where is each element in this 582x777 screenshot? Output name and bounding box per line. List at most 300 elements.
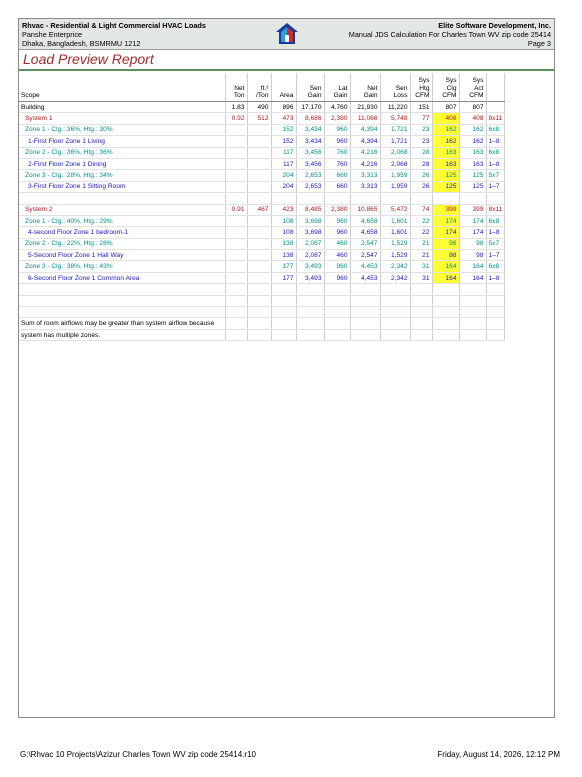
cell-sen-gain: 3,493: [296, 261, 324, 272]
cell-sen-loss: [380, 284, 410, 295]
cell-sys-clg-cfm: 174: [432, 215, 459, 226]
column-header-line: Lat: [338, 84, 348, 92]
cell-net-gain: 11,066: [350, 113, 380, 124]
cell-net-ton: [225, 250, 247, 261]
page-number: Page 3: [527, 39, 551, 48]
cell-scope: Zone 2 - Clg.: 36%, Htg.: 36%: [19, 147, 225, 158]
app-title: Rhvac - Residential & Light Commercial HVAC Loads: [22, 21, 206, 30]
column-header-lat-gain: [324, 73, 350, 102]
note-spacer-cell: [296, 318, 324, 329]
cell-sen-loss: 2,342: [380, 272, 410, 283]
cell-area: 117: [271, 147, 296, 158]
column-header-line: ft.²: [260, 84, 269, 92]
cell-sys-htg-cfm: 151: [410, 102, 432, 113]
cell-scope: 2-First Floor Zone 1 Dining: [19, 158, 225, 169]
report-title: Load Preview Report: [23, 51, 154, 67]
note-spacer-cell: [486, 318, 505, 329]
cell-net-ton: [225, 272, 247, 283]
cell-net-gain: 3,313: [350, 170, 380, 181]
title-divider: [19, 69, 554, 71]
cell-scope: [19, 295, 225, 306]
cell-net-gain: 4,216: [350, 158, 380, 169]
cell-sen-gain: 3,434: [296, 124, 324, 135]
cell-sen-gain: 3,456: [296, 158, 324, 169]
cell-sys-clg-cfm: [432, 307, 459, 318]
cell-net-gain: 2,547: [350, 250, 380, 261]
cell-sys-clg-cfm: 125: [432, 181, 459, 192]
cell-net-ton: 0.91: [225, 204, 247, 215]
cell-sys-clg-cfm: [432, 193, 459, 204]
cell-sys-htg-cfm: [410, 295, 432, 306]
cell-area: 117: [271, 158, 296, 169]
cell-sys-clg-cfm: 162: [432, 136, 459, 147]
cell-lat-gain: 460: [324, 250, 350, 261]
cell-scope: 5-Second Floor Zone 1 Hall Way: [19, 250, 225, 261]
cell-sys-clg-cfm: 408: [432, 113, 459, 124]
cell-sys-act-cfm: 125: [459, 181, 486, 192]
cell-sys-clg-cfm: 163: [432, 147, 459, 158]
cell-sys-htg-cfm: 23: [410, 136, 432, 147]
column-header-sen-loss: [380, 73, 410, 102]
table-row-blank: [19, 284, 505, 295]
cell-sen-gain: 3,434: [296, 136, 324, 147]
cell-sys-clg-cfm: 164: [432, 261, 459, 272]
cell-sen-gain: [296, 295, 324, 306]
cell-sen-gain: 8,485: [296, 204, 324, 215]
cell-ft2-ton: [247, 284, 271, 295]
table-row-system: [19, 204, 505, 215]
cell-lat-gain: 960: [324, 215, 350, 226]
cell-net-ton: 0.92: [225, 113, 247, 124]
house-logo-icon: [275, 22, 299, 46]
cell-sen-gain: 17,170: [296, 102, 324, 113]
note-spacer-cell: [247, 318, 271, 329]
cell-duct: 6x8: [486, 147, 505, 158]
table-row-zone: [19, 124, 505, 135]
cell-scope: Zone 2 - Clg.: 22%, Htg.: 28%: [19, 238, 225, 249]
note-spacer-cell: [486, 329, 505, 340]
cell-scope: Zone 3 - Clg.: 28%, Htg.: 34%: [19, 170, 225, 181]
cell-sys-clg-cfm: [432, 284, 459, 295]
cell-duct: 6x8: [486, 261, 505, 272]
cell-net-gain: 10,865: [350, 204, 380, 215]
cell-sys-act-cfm: 807: [459, 102, 486, 113]
company-location: Dhaka, Bangladesh, BSMRMU 1212: [22, 39, 141, 48]
cell-sys-act-cfm: 174: [459, 215, 486, 226]
cell-sys-clg-cfm: 98: [432, 250, 459, 261]
cell-net-gain: 4,394: [350, 136, 380, 147]
cell-sys-act-cfm: 399: [459, 204, 486, 215]
column-header-line: Gain: [333, 92, 348, 100]
table-row-zone: [19, 147, 505, 158]
column-header-line: Net: [367, 84, 378, 92]
cell-area: 177: [271, 272, 296, 283]
note-spacer-cell: [410, 318, 432, 329]
cell-sys-act-cfm: [459, 284, 486, 295]
cell-lat-gain: [324, 307, 350, 318]
cell-sys-clg-cfm: 399: [432, 204, 459, 215]
cell-sys-htg-cfm: 74: [410, 204, 432, 215]
cell-ft2-ton: [247, 272, 271, 283]
table-row-blank: [19, 295, 505, 306]
cell-ft2-ton: [247, 261, 271, 272]
cell-net-gain: [350, 307, 380, 318]
column-header-area: [271, 73, 296, 102]
cell-sys-act-cfm: [459, 307, 486, 318]
column-header-line: Scope: [21, 92, 40, 100]
column-header-scope: [19, 73, 225, 102]
cell-lat-gain: 960: [324, 272, 350, 283]
cell-sen-loss: 1,721: [380, 124, 410, 135]
cell-net-ton: [225, 193, 247, 204]
table-row-zone: [19, 261, 505, 272]
cell-net-ton: [225, 307, 247, 318]
cell-sen-gain: 8,686: [296, 113, 324, 124]
cell-sys-htg-cfm: 21: [410, 238, 432, 249]
cell-sen-loss: [380, 295, 410, 306]
cell-area: 108: [271, 215, 296, 226]
cell-sys-htg-cfm: 21: [410, 250, 432, 261]
cell-sys-clg-cfm: 174: [432, 227, 459, 238]
cell-ft2-ton: [247, 147, 271, 158]
column-header-line: Act: [473, 84, 484, 92]
table-row-system: [19, 113, 505, 124]
cell-net-gain: 4,453: [350, 272, 380, 283]
column-header-line: Area: [279, 92, 294, 100]
cell-net-ton: [225, 227, 247, 238]
cell-area: 138: [271, 238, 296, 249]
cell-ft2-ton: [247, 193, 271, 204]
cell-area: 177: [271, 261, 296, 272]
cell-sen-loss: [380, 193, 410, 204]
cell-net-gain: 3,313: [350, 181, 380, 192]
cell-net-gain: 21,930: [350, 102, 380, 113]
cell-sys-act-cfm: 162: [459, 124, 486, 135]
vendor-name: Elite Software Development, Inc.: [438, 21, 551, 30]
cell-ft2-ton: [247, 238, 271, 249]
cell-scope: 6-Second Floor Zone 1 Common Area: [19, 272, 225, 283]
cell-ft2-ton: [247, 307, 271, 318]
cell-sen-loss: 1,601: [380, 215, 410, 226]
cell-sys-act-cfm: 163: [459, 158, 486, 169]
note-spacer-cell: [296, 329, 324, 340]
column-header-sys-clg-cfm: [432, 73, 459, 102]
footer-timestamp: Friday, August 14, 2026, 12:12 PM: [437, 750, 560, 759]
cell-sys-htg-cfm: 26: [410, 181, 432, 192]
note-spacer-cell: [459, 329, 486, 340]
note-row: [19, 329, 505, 340]
table-body: [19, 102, 505, 341]
column-header-ft2-ton: [247, 73, 271, 102]
cell-duct: [486, 193, 505, 204]
column-header-net-ton: [225, 73, 247, 102]
cell-sen-loss: 5,748: [380, 113, 410, 124]
cell-lat-gain: 2,380: [324, 204, 350, 215]
cell-sen-loss: 5,472: [380, 204, 410, 215]
cell-net-ton: [225, 261, 247, 272]
header-right: [349, 21, 551, 48]
cell-sys-act-cfm: 163: [459, 147, 486, 158]
cell-scope: 1-First Floor Zone 1 Living: [19, 136, 225, 147]
table-row-room: [19, 158, 505, 169]
note-row: [19, 318, 505, 329]
cell-sys-htg-cfm: 31: [410, 261, 432, 272]
cell-duct: 1–8: [486, 227, 505, 238]
cell-sen-loss: 1,529: [380, 238, 410, 249]
cell-sys-htg-cfm: 26: [410, 170, 432, 181]
column-header-sys-act-cfm: [459, 73, 486, 102]
cell-duct: 8x11: [486, 113, 505, 124]
cell-sen-loss: 1,601: [380, 227, 410, 238]
column-header-line: Sen: [395, 84, 408, 92]
cell-sys-htg-cfm: 28: [410, 158, 432, 169]
cell-sen-gain: 3,456: [296, 147, 324, 158]
calc-description: Manual JDS Calculation For Charles Town WV zip code 25414: [348, 30, 551, 39]
note-spacer-cell: [380, 329, 410, 340]
note-spacer-cell: [247, 329, 271, 340]
table-row-room: [19, 181, 505, 192]
cell-net-gain: 4,658: [350, 227, 380, 238]
cell-sys-clg-cfm: 98: [432, 238, 459, 249]
note-spacer-cell: [432, 329, 459, 340]
cell-ft2-ton: 512: [247, 113, 271, 124]
cell-net-gain: [350, 295, 380, 306]
cell-sys-clg-cfm: 807: [432, 102, 459, 113]
cell-area: [271, 193, 296, 204]
cell-ft2-ton: [247, 227, 271, 238]
column-header-line: Ton: [233, 92, 245, 100]
cell-area: 138: [271, 250, 296, 261]
cell-sys-htg-cfm: [410, 193, 432, 204]
column-header-line: Sys: [418, 77, 430, 85]
cell-ft2-ton: 467: [247, 204, 271, 215]
cell-sen-loss: 1,959: [380, 170, 410, 181]
cell-lat-gain: 660: [324, 170, 350, 181]
cell-sys-clg-cfm: 125: [432, 170, 459, 181]
note-spacer-cell: [432, 318, 459, 329]
cell-net-ton: [225, 147, 247, 158]
cell-area: 204: [271, 170, 296, 181]
cell-duct: 6x8: [486, 124, 505, 135]
footer-file-path: G:\Rhvac 10 Projects\Azizur Charles Town WV zip code 25414.r10: [20, 750, 256, 759]
note-text: system has multiple zones.: [19, 329, 225, 340]
cell-lat-gain: 460: [324, 238, 350, 249]
cell-sys-act-cfm: 408: [459, 113, 486, 124]
cell-sys-act-cfm: [459, 295, 486, 306]
cell-lat-gain: [324, 284, 350, 295]
cell-sys-htg-cfm: 22: [410, 227, 432, 238]
cell-sen-loss: [380, 307, 410, 318]
cell-area: 896: [271, 102, 296, 113]
cell-lat-gain: 960: [324, 136, 350, 147]
cell-scope: Zone 1 - Clg.: 36%, Htg.: 30%: [19, 124, 225, 135]
cell-scope: [19, 284, 225, 295]
cell-net-gain: 4,658: [350, 215, 380, 226]
note-spacer-cell: [350, 318, 380, 329]
cell-sys-clg-cfm: 162: [432, 124, 459, 135]
table-row-zone: [19, 238, 505, 249]
cell-net-gain: [350, 284, 380, 295]
cell-sys-clg-cfm: 164: [432, 272, 459, 283]
cell-lat-gain: 960: [324, 261, 350, 272]
cell-duct: [486, 102, 505, 113]
cell-sys-htg-cfm: 77: [410, 113, 432, 124]
cell-net-ton: [225, 238, 247, 249]
cell-sen-gain: [296, 307, 324, 318]
cell-area: 473: [271, 113, 296, 124]
cell-ft2-ton: [247, 215, 271, 226]
column-header-line: CFM: [442, 92, 457, 100]
cell-sen-loss: 2,068: [380, 158, 410, 169]
cell-lat-gain: 960: [324, 227, 350, 238]
cell-net-gain: 2,547: [350, 238, 380, 249]
cell-duct: 1–7: [486, 250, 505, 261]
table-header-row: [19, 73, 505, 102]
cell-lat-gain: 760: [324, 158, 350, 169]
cell-duct: 6x8: [486, 215, 505, 226]
cell-sen-loss: 1,721: [380, 136, 410, 147]
note-spacer-cell: [380, 318, 410, 329]
note-spacer-cell: [324, 329, 350, 340]
cell-sys-act-cfm: 164: [459, 261, 486, 272]
cell-net-ton: [225, 170, 247, 181]
note-text: Sum of room airflows may be greater than system airflow because: [19, 318, 225, 329]
cell-scope: Zone 1 - Clg.: 40%, Htg.: 29%: [19, 215, 225, 226]
cell-net-ton: [225, 124, 247, 135]
cell-ft2-ton: [247, 295, 271, 306]
cell-ft2-ton: [247, 181, 271, 192]
cell-ft2-ton: [247, 170, 271, 181]
note-spacer-cell: [225, 329, 247, 340]
note-spacer-cell: [350, 329, 380, 340]
cell-area: 108: [271, 227, 296, 238]
cell-lat-gain: 660: [324, 181, 350, 192]
cell-sen-gain: 2,087: [296, 250, 324, 261]
column-header-line: Sys: [472, 77, 484, 85]
column-header-line: CFM: [469, 92, 484, 100]
cell-lat-gain: [324, 193, 350, 204]
cell-duct: 1–7: [486, 181, 505, 192]
table-row-room: [19, 250, 505, 261]
cell-sys-act-cfm: 164: [459, 272, 486, 283]
column-header-line: /Ton: [256, 92, 269, 100]
note-spacer-cell: [410, 329, 432, 340]
cell-sen-gain: 3,698: [296, 227, 324, 238]
cell-sys-htg-cfm: 28: [410, 147, 432, 158]
cell-net-ton: [225, 295, 247, 306]
cell-sen-gain: 3,698: [296, 215, 324, 226]
note-spacer-cell: [324, 318, 350, 329]
cell-sen-gain: 3,493: [296, 272, 324, 283]
cell-duct: [486, 307, 505, 318]
table-row-zone: [19, 170, 505, 181]
cell-sys-act-cfm: 125: [459, 170, 486, 181]
cell-duct: 8x11: [486, 204, 505, 215]
cell-net-ton: [225, 158, 247, 169]
table-row-room: [19, 136, 505, 147]
cell-lat-gain: [324, 295, 350, 306]
column-header-line: Net: [234, 84, 245, 92]
cell-sys-act-cfm: [459, 193, 486, 204]
cell-sys-act-cfm: 174: [459, 227, 486, 238]
load-preview-table: [19, 73, 505, 341]
column-header-duct: [486, 73, 505, 102]
cell-lat-gain: 2,380: [324, 113, 350, 124]
cell-duct: 1–8: [486, 158, 505, 169]
column-header-line: Htg: [419, 84, 430, 92]
cell-sen-loss: 1,529: [380, 250, 410, 261]
cell-sys-act-cfm: 162: [459, 136, 486, 147]
cell-net-gain: 4,394: [350, 124, 380, 135]
cell-sys-clg-cfm: [432, 295, 459, 306]
column-header-sys-htg-cfm: [410, 73, 432, 102]
cell-area: 423: [271, 204, 296, 215]
cell-sys-htg-cfm: [410, 284, 432, 295]
cell-scope: 4-second Floor Zone 1 bedroom-1: [19, 227, 225, 238]
column-header-line: Gain: [307, 92, 322, 100]
column-header-line: CFM: [415, 92, 430, 100]
cell-scope: 3-First Floor Zone 1 Sitting Room: [19, 181, 225, 192]
cell-lat-gain: 4,760: [324, 102, 350, 113]
cell-net-gain: [350, 193, 380, 204]
cell-net-gain: 4,216: [350, 147, 380, 158]
cell-duct: [486, 295, 505, 306]
note-spacer-cell: [271, 329, 296, 340]
cell-scope: Zone 3 - Clg.: 38%, Htg.: 43%: [19, 261, 225, 272]
column-header-net-gain: [350, 73, 380, 102]
note-spacer-cell: [271, 318, 296, 329]
cell-duct: 5x7: [486, 238, 505, 249]
column-header-line: Sys: [445, 77, 457, 85]
note-spacer-cell: [459, 318, 486, 329]
cell-area: 204: [271, 181, 296, 192]
cell-sys-htg-cfm: [410, 307, 432, 318]
cell-duct: 1–8: [486, 136, 505, 147]
cell-net-gain: 4,453: [350, 261, 380, 272]
cell-scope: [19, 193, 225, 204]
cell-ft2-ton: [247, 158, 271, 169]
note-spacer-cell: [225, 318, 247, 329]
table-row-building: [19, 102, 505, 113]
cell-sys-htg-cfm: 23: [410, 124, 432, 135]
cell-net-ton: [225, 181, 247, 192]
table-row-blank: [19, 307, 505, 318]
column-header-line: Gain: [363, 92, 378, 100]
cell-area: 152: [271, 124, 296, 135]
report-header: [19, 19, 554, 50]
header-left: [22, 21, 206, 48]
cell-scope: System 2: [19, 204, 225, 215]
cell-sys-htg-cfm: 22: [410, 215, 432, 226]
cell-area: [271, 307, 296, 318]
cell-lat-gain: 760: [324, 147, 350, 158]
cell-sen-loss: 11,220: [380, 102, 410, 113]
cell-duct: 1–8: [486, 272, 505, 283]
cell-net-ton: 1.83: [225, 102, 247, 113]
cell-area: 152: [271, 136, 296, 147]
table-row-room: [19, 272, 505, 283]
cell-sen-gain: [296, 284, 324, 295]
cell-duct: [486, 284, 505, 295]
cell-sys-act-cfm: 98: [459, 250, 486, 261]
cell-sys-act-cfm: 98: [459, 238, 486, 249]
cell-sen-gain: 2,653: [296, 181, 324, 192]
cell-scope: Building: [19, 102, 225, 113]
cell-scope: System 1: [19, 113, 225, 124]
column-header-line: Loss: [393, 92, 408, 100]
cell-ft2-ton: [247, 250, 271, 261]
cell-sen-gain: [296, 193, 324, 204]
